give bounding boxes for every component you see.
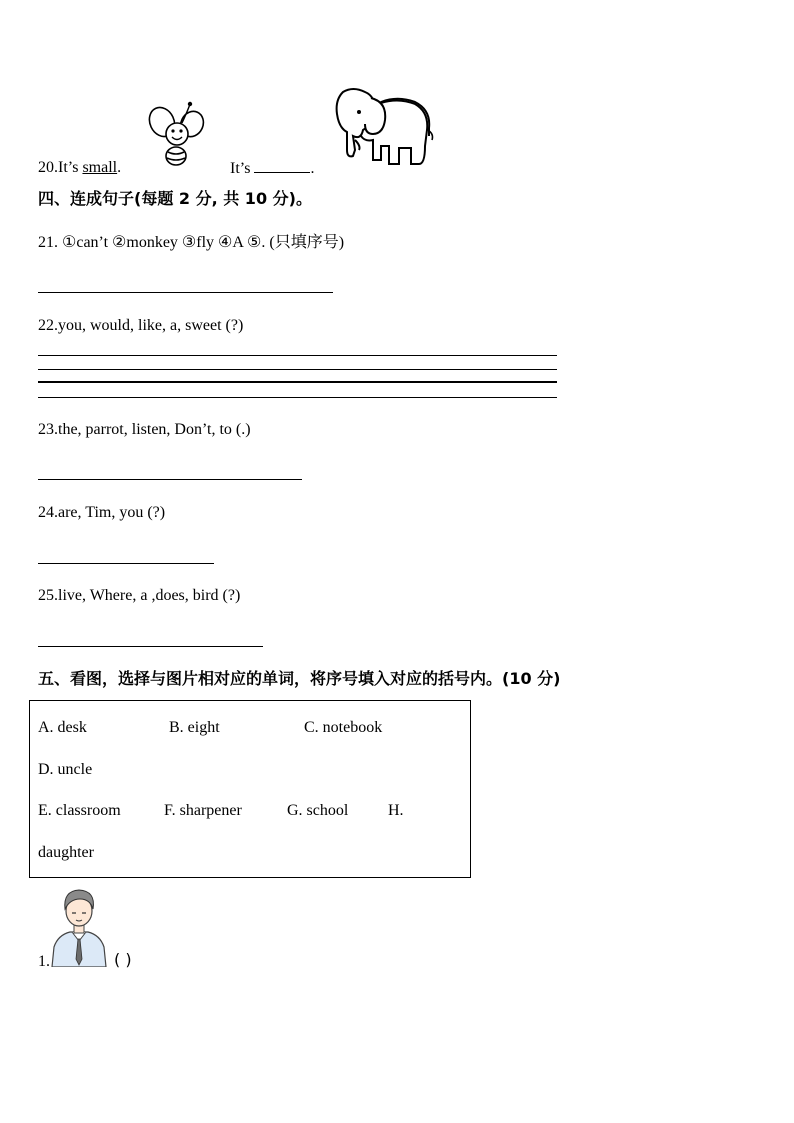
answer-line-23[interactable]: [38, 479, 302, 480]
question-20-number: 20.: [38, 159, 58, 176]
bee-icon: [146, 100, 208, 170]
section-4-heading: 四、连成句子(每题 2 分, 共 10 分)。: [38, 189, 312, 208]
question-25: 25.live, Where, a ,does, bird (?): [38, 587, 241, 604]
answer-line-25[interactable]: [38, 646, 263, 647]
option-e: E. classroom: [38, 802, 121, 819]
question-20-answer: [230, 158, 314, 179]
answer-blank[interactable]: [254, 158, 310, 173]
option-h: H.: [388, 802, 404, 819]
answer-line-22d[interactable]: [38, 397, 557, 398]
option-g: G. school: [287, 802, 349, 819]
answer-line-22b[interactable]: [38, 369, 557, 370]
question-20-end: .: [310, 160, 315, 177]
answer-line-21[interactable]: [38, 292, 333, 293]
question-20: [38, 158, 121, 178]
question-23: 23.the, parrot, listen, Don’t, to (.): [38, 421, 251, 438]
option-b: B. eight: [169, 719, 220, 736]
picture-question-1-number: 1.: [38, 953, 50, 970]
section-5-heading: 五、看图，选择与图片相对应的单词，将序号填入对应的括号内。(10 分): [38, 669, 561, 688]
option-f: F. sharpener: [164, 802, 242, 819]
picture-question-1-brackets[interactable]: ( ): [114, 950, 132, 969]
question-20-second: It’s: [230, 160, 255, 177]
question-20-prefix: It’s: [58, 159, 83, 176]
question-24: 24.are, Tim, you (?): [38, 504, 166, 521]
question-22: 22.you, would, like, a, sweet (?): [38, 317, 244, 334]
option-a: A. desk: [38, 719, 87, 736]
man-icon: [50, 885, 108, 967]
elephant-icon: [333, 84, 435, 170]
answer-line-22c[interactable]: [38, 381, 557, 383]
question-20-period: .: [117, 159, 122, 176]
answer-line-22a[interactable]: [38, 355, 557, 356]
option-c: C. notebook: [304, 719, 383, 736]
question-20-word: small: [82, 159, 118, 176]
option-h-word: daughter: [38, 844, 94, 861]
option-d: D. uncle: [38, 761, 93, 778]
answer-line-24[interactable]: [38, 563, 214, 564]
word-options-box: [29, 700, 471, 878]
question-21: 21. ①can’t ②monkey ③fly ④A ⑤. (只填序号): [38, 234, 345, 251]
